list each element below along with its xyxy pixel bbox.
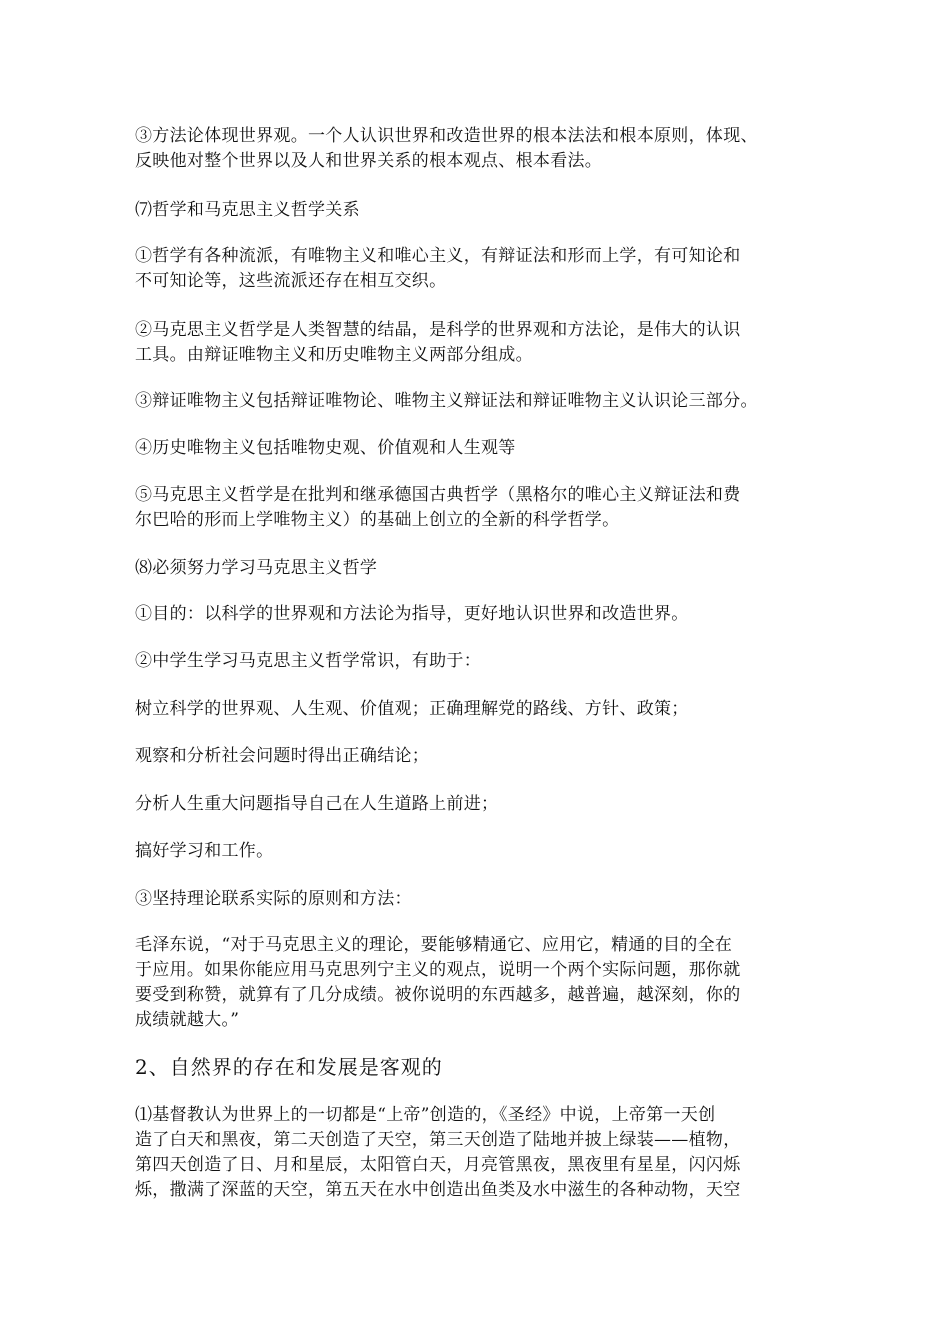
paragraph-theory-practice: ③坚持理论联系实际的原则和方法： bbox=[135, 889, 412, 909]
paragraph-purpose: ①目的：以科学的世界观和方法论为指导，更好地认识世界和改造世界。 bbox=[135, 604, 689, 624]
paragraph-dialectical-materialism: ③辩证唯物主义包括辩证唯物论、唯物主义辩证法和辩证唯物主义认识论三部分。 bbox=[135, 391, 758, 411]
paragraph-marxist-philosophy: ②马克思主义哲学是人类智慧的结晶，是科学的世界观和方法论，是伟大的认识 工具。由辩证唯物主义和历史唯物主义两部分组成。 bbox=[135, 320, 741, 365]
section-heading-nature-objective: 2、自然界的存在和发展是客观的 bbox=[135, 1055, 443, 1079]
paragraph-establish-worldview: 树立科学的世界观、人生观、价值观；正确理解党的路线、方针、政策； bbox=[135, 699, 689, 719]
section-heading-7: ⑺哲学和马克思主义哲学关系 bbox=[135, 200, 360, 220]
paragraph-methodology-worldview: ③方法论体现世界观。一个人认识世界和改造世界的根本法法和根本原则，体现、 反映他对整个世界以及人和世界关系的根本观点、根本看法。 bbox=[135, 126, 758, 171]
paragraph-study-work: 搞好学习和工作。 bbox=[135, 841, 274, 861]
section-heading-8: ⑻必须努力学习马克思主义哲学 bbox=[135, 558, 378, 578]
paragraph-mao-quote: 毛泽东说，“对于马克思主义的理论，要能够精通它、应用它，精通的目的全在 于应用。如果你能应用马克思列宁主义的观点，说明一个两个实际问题，那你就 要受到称赞，就算有了几分成绩。被你说明的东西越多，越普遍，越深刻，你的 成绩就越大。” bbox=[135, 935, 741, 1030]
paragraph-life-issues: 分析人生重大问题指导自己在人生道路上前进； bbox=[135, 794, 499, 814]
paragraph-observe-society: 观察和分析社会问题时得出正确结论； bbox=[135, 746, 430, 766]
paragraph-christianity-creation: ⑴基督教认为世界上的一切都是“上帝”创造的，《圣经》中说，上帝第一天创 造了白天和黑夜，第二天创造了天空，第三天创造了陆地并披上绿装——植物， 第四天创造了日、月和星辰，太阳管白天，月亮管黑夜，黑夜里有星星，闪闪烁 烁，撒满了深蓝的天空，第五天在水中创造出鱼类及水中滋生的各种动物，天空 bbox=[135, 1105, 741, 1200]
paragraph-historical-materialism: ④历史唯物主义包括唯物史观、价值观和人生观等 bbox=[135, 438, 516, 458]
paragraph-students-benefit: ②中学生学习马克思主义哲学常识，有助于： bbox=[135, 651, 481, 671]
paragraph-philosophy-schools: ①哲学有各种流派，有唯物主义和唯心主义，有辩证法和形而上学，有可知论和 不可知论等，这些流派还存在相互交织。 bbox=[135, 246, 741, 291]
paragraph-german-classical-philosophy: ⑤马克思主义哲学是在批判和继承德国古典哲学（黑格尔的唯心主义辩证法和费 尔巴哈的形而上学唯物主义）的基础上创立的全新的科学哲学。 bbox=[135, 485, 741, 530]
